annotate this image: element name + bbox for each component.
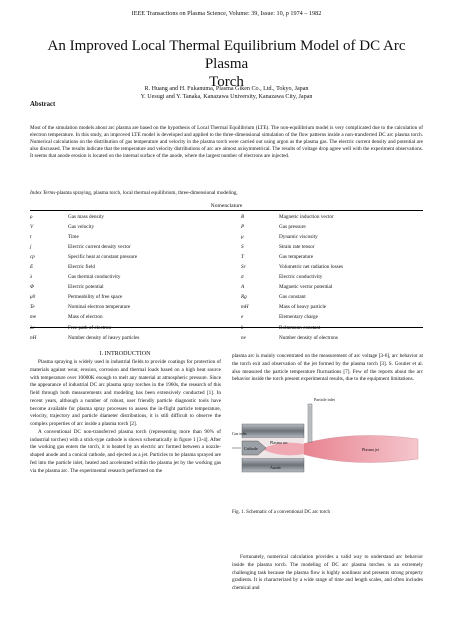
nomenclature-description: Gas velocity [68, 224, 95, 231]
nomenclature-top-rule [30, 210, 423, 211]
nomenclature-row [241, 212, 343, 222]
nomenclature-left-column [30, 212, 139, 343]
nomenclature-row [30, 262, 139, 272]
nomenclature-row [241, 292, 343, 302]
abstract-text: Most of the simulation models about arc plasma are based on the hypothesis of Local Thermal Equilibrium (LTE). The non-equilibrium model is very complicated due to the calculation of electron temperature. In this study, an improved LTE model is developed and applied to the three-dimensional simulation of the flow patterns inside a non-transferred DC arc plasma torch. Numerical calculations on the distribution of gas temperature and velocity in the plasma torch were carried out using argon as the plasma gas. The electric current density and potential are also discussed. The results indicate that the temperature and velocity distributions of arc are almost axisymmetrical. The results of voltage drop agree well with the experiment observations. It seems that anode erosion is located on the internal surface of the anode, where the largest number of electrons are injected. [30, 125, 423, 159]
nomenclature-bottom-rule [30, 327, 423, 328]
nomenclature-symbol: ρ [30, 214, 33, 220]
journal-header: IEEE Transactions on Plasma Science, Volume: 39, Issue: 10, p 1974 – 1982 [131, 10, 322, 17]
nomenclature-symbol: Rg [241, 294, 247, 301]
author-line-1: R. Huang and H. Fukanuma, Plasma Giken Co., Ltd., Tokyo, Japan [144, 86, 309, 92]
nomenclature-title: Nomenclature [210, 203, 243, 209]
nomenclature-right-column [241, 212, 343, 343]
nomenclature-row [241, 312, 343, 322]
nomenclature-description: Electric field [68, 264, 95, 271]
nomenclature-symbol: me [30, 314, 37, 321]
nomenclature-row [241, 302, 343, 312]
nomenclature-description: Gas constant [279, 294, 306, 301]
nomenclature-row [241, 333, 343, 343]
nomenclature-symbol: T [241, 254, 244, 261]
nomenclature-description: Dynamic viscosity [279, 234, 318, 241]
nomenclature-symbol: σ [241, 274, 244, 281]
nomenclature-row [241, 252, 343, 262]
label-anode: Anode [270, 465, 281, 470]
nomenclature-description: Magnetic vector potential [279, 284, 333, 291]
nomenclature-symbol: cp [30, 254, 35, 261]
nomenclature-row [30, 222, 139, 232]
right-column-top-text: plasma arc is mainly concentrated on the measurement of arc voltage [3-6], arc behavior at the torch exit and observation of the jet formed by the plasma torch [3]. S. Goutier et al. also measured the particle temperature fluctuations [7]. Few of the reports about the arc behavior inside the torch present experimental results, due to the equipment limitations. [232, 353, 423, 383]
nomenclature-description: Boltzmann constant [279, 324, 321, 331]
figure-caption: Fig. 1. Schematic of a conventional DC arc torch [232, 510, 331, 515]
title-line-2: Torch [209, 74, 244, 90]
torch-schematic-figure [232, 392, 423, 488]
index-terms [30, 190, 423, 197]
nomenclature-description: Gas temperature [279, 254, 314, 261]
nomenclature-description: Volumetric net radiation losses [279, 264, 344, 271]
abstract-heading: Abstract [30, 101, 56, 108]
nomenclature-symbol: e [241, 314, 244, 321]
paper-title [30, 37, 423, 91]
nomenclature-description: Number density of heavy particles [68, 334, 140, 341]
intro-paragraph-2: A conventional DC non-transferred plasma torch (representing more than 90% of industrial torches) with a stick-type cathode is shown schematically in figure 1 [3-4]. After the working gas enters the torch, it is heated by an electric arc formed between a nozzle-shaped anode and a conical cathode, and ejected as a jet. Particles to be plasma sprayed are fed into the particle inlet, heated and accelerated within the plasma jet by the working gas via the plasma arc. The experimental research performed on the [30, 428, 221, 474]
nomenclature-row [30, 242, 139, 252]
nomenclature-symbol: E [30, 264, 34, 271]
nomenclature-symbol: Sr [241, 264, 246, 271]
nomenclature-symbol: ne [241, 334, 246, 341]
nomenclature-row [241, 232, 343, 242]
nomenclature-row [241, 282, 343, 292]
nomenclature-row [241, 242, 343, 252]
index-terms-label: Index Terms [30, 190, 56, 196]
nomenclature-description: Magnetic induction vector [279, 214, 334, 220]
nomenclature-symbol: P [241, 224, 245, 231]
nomenclature-row [241, 272, 343, 282]
nomenclature-row [30, 272, 139, 282]
nomenclature-description: Electric potential [68, 284, 104, 291]
anode-body-top [242, 424, 304, 438]
index-terms-text: -plasma spraying, plasma torch, local thermal equilibrium, three-dimensional modeling, [55, 190, 238, 196]
nomenclature-symbol: S [241, 244, 244, 251]
nomenclature-symbol: B [241, 214, 245, 220]
nomenclature-symbol: mH [241, 304, 249, 311]
label-plasma-arc: Plasma arc [270, 440, 288, 445]
nomenclature-description: Gas pressure [279, 224, 306, 231]
label-gas-inlet: Gas inlet [232, 431, 247, 436]
nomenclature-row [30, 232, 139, 242]
author-block [0, 86, 453, 101]
nomenclature-row [241, 222, 343, 232]
nomenclature-row [30, 302, 139, 312]
nomenclature-description: Electric conductivity [279, 274, 323, 281]
nomenclature-description: Strain rate tensor [279, 244, 315, 251]
nomenclature-description: Time [68, 234, 79, 241]
nomenclature-description: Free path of electron [68, 324, 112, 331]
right-paragraph: Fortunately, numerical calculation provides a valid way to understand arc behavior inside the plasma torch. The modeling of DC arc plasma torches is an extremely challenging task because the plasma flow is highly nonlinear and presents strong property gradients. It is characterized by a wide range of time and length scales, and often includes chemical and [232, 554, 423, 591]
nomenclature-description: Mass of heavy particle [279, 304, 327, 311]
nomenclature-symbol: nH [30, 334, 37, 341]
title-line-1: An Improved Local Thermal Equilibrium Model of DC Arc Plasma [47, 38, 406, 72]
author-line-2: Y. Uesugi and Y. Tanaka, Kanazawa University, Kanazawa City, Japan [140, 93, 313, 100]
nomenclature-symbol: k [241, 324, 244, 331]
intro-paragraph-1: Plasma spraying is widely used in industrial fields to provide coatings for protection of materials against wear, erosion, corrosion and thermal loads based on a high heat source with temperature over 10000K enough to melt any material at atmospheric pressure. Since the appearance of industrial DC arc plasma spray torches in the 1960s, the research of this field through both measurements and modeling has been extensively conducted [1]. In recent years, although a number of robust, user friendly particle diagnostic tools have become available for plasma spray processes to assess the in-flight particle temperature, velocity, trajectory and particle diameter distributions, it is still difficult to observe the complex properties of arc inside a plasma torch [2]. [30, 359, 221, 427]
nomenclature-description: Nominal electron temperature [68, 304, 131, 311]
nomenclature-symbol: Φ [30, 284, 34, 291]
section-heading-introduction: I. INTRODUCTION [99, 351, 151, 357]
label-cathode: Cathode [244, 446, 258, 451]
nomenclature-description: Specific heat at constant pressure [68, 254, 138, 261]
nomenclature-row [30, 312, 139, 322]
nomenclature-description: Electric current density vector [68, 244, 131, 251]
nomenclature-row [241, 262, 343, 272]
nomenclature-symbol: μ [241, 234, 244, 241]
nomenclature-row [30, 212, 139, 222]
label-plasma-jet: Plasma jet [362, 447, 379, 452]
nomenclature-description: Gas thermal conductivity [68, 274, 121, 281]
nomenclature-symbol: λe [30, 324, 35, 331]
nomenclature-symbol: j [30, 244, 32, 251]
nomenclature-description: Elementary charge [279, 314, 318, 321]
nomenclature-symbol: t [30, 234, 32, 241]
label-particle-inlet: Particle inlet [314, 397, 335, 402]
nomenclature-symbol: μ0 [30, 294, 36, 301]
nomenclature-description: Permeability of free space [68, 294, 123, 301]
right-column-bottom-text [232, 554, 423, 593]
nomenclature-description: Mass of electron [68, 314, 103, 321]
nomenclature-symbol: V [30, 224, 34, 231]
nomenclature-symbol: Te [30, 304, 35, 311]
nomenclature-symbol: A [241, 284, 245, 291]
nomenclature-description: Number density of electrons [279, 334, 338, 341]
nomenclature-row [30, 333, 139, 343]
nomenclature-description: Gas mass density [68, 214, 105, 220]
left-column-text [30, 359, 221, 475]
plasma-jet-shape [302, 435, 418, 462]
nomenclature-row [30, 292, 139, 302]
nomenclature-row [30, 282, 139, 292]
nomenclature-symbol: λ [30, 274, 33, 281]
nomenclature-row [30, 252, 139, 262]
